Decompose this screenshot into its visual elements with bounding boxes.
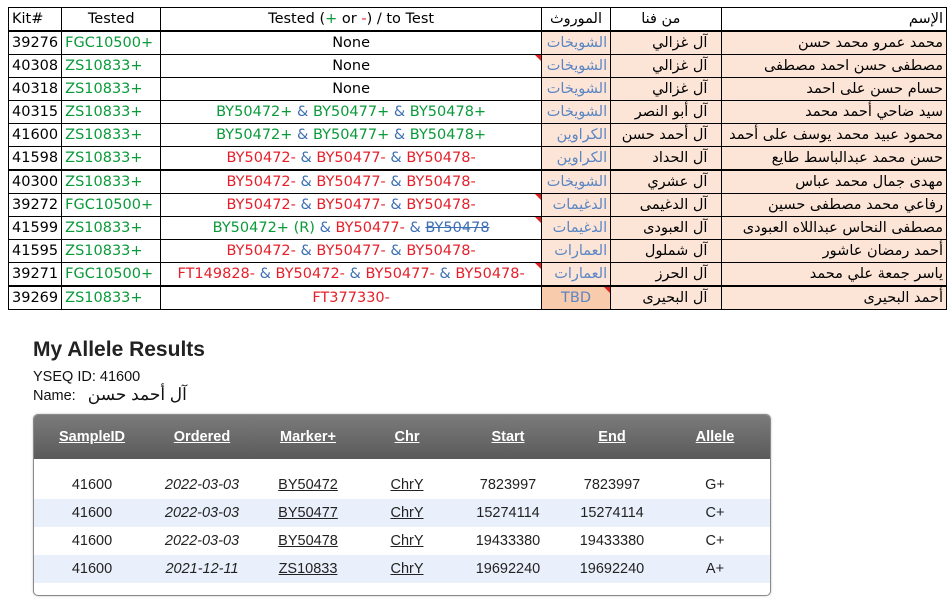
name-cell: حسن محمد عبدالباسط طايع	[722, 147, 947, 171]
snp-result: BY50477-	[335, 220, 405, 236]
snp-connector: &	[344, 266, 366, 282]
name-label: Name:	[33, 388, 76, 404]
tested-cell	[161, 147, 542, 171]
family-cell: آل الحرز	[611, 263, 722, 287]
haplogroup-cell: FGC10500+	[62, 194, 161, 217]
sheet-row	[9, 263, 947, 287]
col-start[interactable]: Start	[491, 429, 525, 445]
tested-cell	[161, 55, 542, 78]
snp-connector: &	[295, 150, 317, 166]
header-tt-plus: +	[325, 11, 338, 27]
allele-meta	[33, 368, 187, 405]
name-cell: أحمد رمضان عاشور	[722, 240, 947, 263]
name-row	[33, 386, 187, 405]
snp-connector: &	[385, 197, 407, 213]
allele-results-title: My Allele Results	[33, 338, 205, 361]
header-tested: Tested	[62, 8, 161, 32]
sheet-row	[9, 170, 947, 194]
tested-cell	[161, 217, 542, 240]
name-cell: حسام حسن على احمد	[722, 78, 947, 101]
snp-result: BY50477+	[312, 127, 390, 143]
snp-connector: &	[295, 197, 317, 213]
name-cell: مصطفى حسن احمد مصطفى	[722, 55, 947, 78]
header-family: من فنا	[611, 8, 722, 32]
header-name: الإسم	[722, 8, 947, 32]
snp-connector: &	[292, 104, 313, 120]
table-spacer	[34, 459, 770, 471]
kit-cell: 41599	[9, 217, 62, 240]
sample-id: 41600	[71, 477, 113, 493]
header-lineage: الموروث	[541, 8, 610, 32]
table-row	[34, 499, 770, 527]
name-cell: محمد عمرو محمد حسن	[722, 31, 947, 55]
snp-result: BY50472-	[275, 266, 345, 282]
snp-connector: &	[295, 243, 317, 259]
snp-result: BY50477-	[316, 243, 386, 259]
lineage-cell: العمارات	[541, 263, 610, 287]
name-cell: أحمد البحيرى	[722, 286, 947, 310]
snp-connector: &	[385, 150, 407, 166]
ordered-date: 2021-12-11	[165, 561, 239, 577]
kit-cell: 39272	[9, 194, 62, 217]
name-cell: مهدى جمال محمد عباس	[722, 170, 947, 194]
tested-cell	[161, 263, 542, 287]
start-pos: 7823997	[479, 477, 537, 493]
table-row	[34, 471, 770, 499]
lineage-cell: الشويخات	[541, 170, 610, 194]
snp-connector: &	[404, 220, 426, 236]
snp-connector: &	[385, 174, 407, 190]
name-value: آل أحمد حسن	[87, 385, 187, 404]
snp-none: None	[332, 35, 371, 51]
chr-link[interactable]: ChrY	[390, 533, 424, 549]
family-cell: آل البحيرى	[611, 286, 722, 310]
snp-connector: &	[389, 104, 410, 120]
family-cell: آل العبودى	[611, 217, 722, 240]
kit-cell: 40315	[9, 101, 62, 124]
lineage-cell: الدغيمات	[541, 194, 610, 217]
sheet-row	[9, 286, 947, 310]
tested-cell	[161, 240, 542, 263]
snp-result: BY50478-	[406, 243, 476, 259]
col-chr[interactable]: Chr	[394, 429, 420, 445]
col-marker[interactable]: Marker+	[279, 429, 337, 445]
start-pos: 19433380	[475, 533, 541, 549]
haplogroup-cell: FGC10500+	[62, 31, 161, 55]
snp-result: BY50478+	[409, 127, 487, 143]
snp-result-struck: BY50478	[425, 220, 490, 236]
name-cell: محمود عبيد محمد يوسف على أحمد	[722, 124, 947, 147]
family-cell: آل غزالي	[611, 78, 722, 101]
lineage-cell: الشويخات	[541, 78, 610, 101]
chr-link[interactable]: ChrY	[390, 477, 424, 493]
sheet-header-row	[9, 8, 947, 32]
snp-connector: &	[434, 266, 456, 282]
kit-cell: 39276	[9, 31, 62, 55]
header-tt-b: ) / to Test	[366, 11, 435, 27]
kit-results-sheet	[8, 7, 947, 310]
table-row	[34, 527, 770, 555]
snp-result: FT377330-	[312, 290, 390, 306]
header-tested-to-test	[161, 8, 542, 32]
yseq-id-label: YSEQ ID: 41600	[33, 369, 141, 385]
kit-cell: 40300	[9, 170, 62, 194]
lineage-cell: العمارات	[541, 240, 610, 263]
lineage-cell: الشويخات	[541, 31, 610, 55]
ordered-date: 2022-03-03	[164, 533, 240, 549]
sheet-row	[9, 194, 947, 217]
col-ordered[interactable]: Ordered	[173, 429, 231, 445]
snp-result: BY50472-	[226, 150, 296, 166]
haplogroup-cell: ZS10833+	[62, 240, 161, 263]
snp-result: BY50477+	[312, 104, 390, 120]
haplogroup-cell: ZS10833+	[62, 170, 161, 194]
allele-results-table	[33, 414, 771, 596]
snp-result: BY50478-	[406, 197, 476, 213]
haplogroup-cell: ZS10833+	[62, 286, 161, 310]
snp-connector: &	[255, 266, 276, 282]
allele-value: C+	[705, 533, 725, 549]
kit-cell: 39271	[9, 263, 62, 287]
lineage-cell: الكراوين	[541, 147, 610, 171]
sample-id: 41600	[71, 561, 113, 577]
start-pos: 19692240	[475, 561, 541, 577]
snp-result: BY50477-	[365, 266, 435, 282]
haplogroup-cell: ZS10833+	[62, 55, 161, 78]
sample-id: 41600	[71, 505, 113, 521]
snp-result: BY50477-	[316, 150, 386, 166]
tested-cell	[161, 286, 542, 310]
tested-cell	[161, 78, 542, 101]
chr-link[interactable]: ChrY	[390, 505, 424, 521]
end-pos: 15274114	[580, 505, 644, 521]
sheet-row	[9, 78, 947, 101]
snp-result: BY50472+	[216, 127, 293, 143]
haplogroup-cell: ZS10833+	[62, 217, 161, 240]
kit-cell: 40308	[9, 55, 62, 78]
header-tt-minus: -	[361, 11, 367, 27]
marker-link[interactable]: BY50478	[278, 533, 338, 549]
snp-connector: &	[314, 220, 336, 236]
family-cell: آل شملول	[611, 240, 722, 263]
haplogroup-cell: ZS10833+	[62, 147, 161, 171]
lineage-cell: الكراوين	[541, 124, 610, 147]
sample-id: 41600	[71, 533, 113, 549]
lineage-cell: الشويخات	[541, 55, 610, 78]
snp-result: BY50472+	[216, 104, 293, 120]
table-row	[34, 555, 770, 583]
tested-cell	[161, 194, 542, 217]
family-cell: آل غزالي	[611, 55, 722, 78]
lineage-cell: TBD	[541, 286, 610, 310]
sheet-row	[9, 124, 947, 147]
haplogroup-cell: ZS10833+	[62, 124, 161, 147]
snp-result: BY50478-	[406, 150, 476, 166]
tested-cell	[161, 101, 542, 124]
start-pos: 15274114	[476, 505, 540, 521]
snp-result: BY50477-	[316, 197, 386, 213]
lineage-cell: الدغيمات	[541, 217, 610, 240]
haplogroup-cell: FGC10500+	[62, 263, 161, 287]
sheet-row	[9, 31, 947, 55]
snp-result: BY50472-	[226, 243, 296, 259]
family-cell: آل الدغيمى	[611, 194, 722, 217]
sheet-row	[9, 101, 947, 124]
header-tt-a: Tested (	[268, 11, 326, 27]
family-cell: آل عشري	[611, 170, 722, 194]
haplogroup-cell: ZS10833+	[62, 78, 161, 101]
family-cell: آل أبو النصر	[611, 101, 722, 124]
allele-value: G+	[705, 477, 725, 493]
snp-result: BY50472+ (R)	[212, 220, 315, 236]
snp-result: BY50478-	[455, 266, 525, 282]
ordered-date: 2022-03-03	[164, 505, 240, 521]
name-cell: ياسر جمعة علي محمد	[722, 263, 947, 287]
sheet-row	[9, 55, 947, 78]
snp-result: BY50477-	[316, 174, 386, 190]
kit-cell: 41600	[9, 124, 62, 147]
snp-result: BY50478-	[406, 174, 476, 190]
ordered-date: 2022-03-03	[164, 477, 240, 493]
snp-result: BY50478+	[409, 104, 487, 120]
kit-cell: 41598	[9, 147, 62, 171]
allele-table-header	[34, 415, 770, 459]
tested-cell	[161, 31, 542, 55]
marker-link[interactable]: BY50472	[278, 477, 338, 493]
snp-none: None	[332, 58, 371, 74]
snp-connector: &	[385, 243, 407, 259]
marker-link[interactable]: BY50477	[278, 505, 338, 521]
sheet-row	[9, 240, 947, 263]
end-pos: 7823997	[583, 477, 641, 493]
haplogroup-cell: ZS10833+	[62, 101, 161, 124]
snp-result: BY50472-	[226, 197, 296, 213]
end-pos: 19433380	[579, 533, 645, 549]
tested-cell	[161, 124, 542, 147]
end-pos: 19692240	[579, 561, 645, 577]
snp-connector: &	[292, 127, 313, 143]
family-cell: آل أحمد حسن	[611, 124, 722, 147]
snp-result: BY50472-	[226, 174, 296, 190]
snp-result: FT149828-	[177, 266, 256, 282]
name-cell: سيد ضاحي أحمد محمد	[722, 101, 947, 124]
chr-link[interactable]: ChrY	[390, 561, 424, 577]
header-tt-or: or	[337, 11, 362, 27]
name-cell: رفاعي محمد مصطفى حسين	[722, 194, 947, 217]
col-end[interactable]: End	[598, 429, 626, 445]
col-sampleid[interactable]: SampleID	[58, 429, 126, 445]
header-kit: Kit#	[9, 8, 62, 32]
allele-value: A+	[705, 561, 725, 577]
snp-connector: &	[389, 127, 410, 143]
snp-none: None	[332, 81, 371, 97]
allele-value: C+	[705, 505, 725, 521]
kit-cell: 39269	[9, 286, 62, 310]
marker-link[interactable]: ZS10833	[278, 561, 338, 577]
family-cell: آل غزالي	[611, 31, 722, 55]
kit-cell: 40318	[9, 78, 62, 101]
kit-cell: 41595	[9, 240, 62, 263]
sheet-row	[9, 217, 947, 240]
name-cell: مصطفى النحاس عبداللاه العبودى	[722, 217, 947, 240]
sheet-row	[9, 147, 947, 171]
tested-cell	[161, 170, 542, 194]
family-cell: آل الحداد	[611, 147, 722, 171]
col-allele[interactable]: Allele	[695, 429, 735, 445]
lineage-cell: الشويخات	[541, 101, 610, 124]
snp-connector: &	[295, 174, 317, 190]
